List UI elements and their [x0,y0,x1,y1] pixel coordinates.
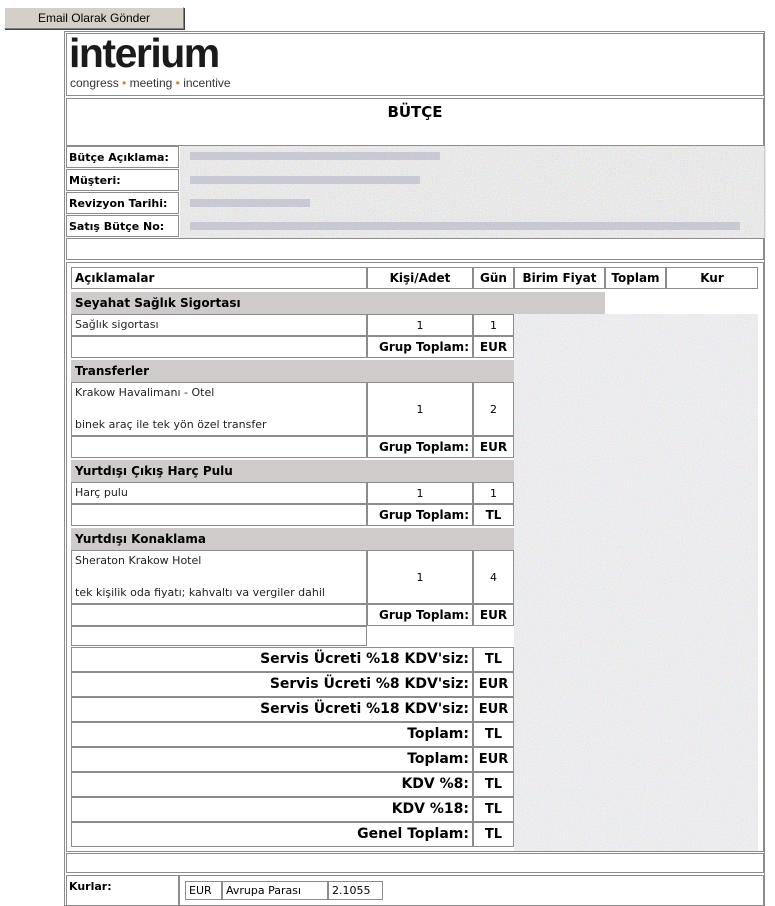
group-total-label: Grup Toplam: [378,508,469,522]
company-logo: interium [69,30,219,76]
group-total-label: Grup Toplam: [378,608,469,622]
summary-currency: TL [484,802,503,817]
summary-currency: EUR [478,677,509,692]
summary-label: Toplam: [407,726,469,742]
item-days: 1 [490,487,497,500]
item-description: Sheraton Krakow Hotel [75,554,202,567]
group-currency: EUR [479,440,508,454]
summary-label: Servis Ücreti %18 KDV'siz: [260,701,469,717]
item-qty: 1 [416,403,424,416]
logo-tag-1: congress [70,76,119,90]
summary-currency: EUR [478,702,509,717]
item-days: 4 [490,571,497,584]
item-description: Sağlık sigortası [75,318,159,331]
group-header: Transferler [71,360,514,382]
redacted-info-values [180,146,766,238]
summary-label: KDV %8: [401,776,469,792]
page-title: BÜTÇE [387,103,443,121]
group-header: Yurtdışı Çıkış Harç Pulu [71,460,514,482]
item-description: Krakow Havalimanı - Otel [75,386,215,399]
summary-label: Servis Ücreti %18 KDV'siz: [260,651,469,667]
col-gun: Gün [480,271,507,285]
col-birim-fiyat: Birim Fiyat [522,271,597,285]
summary-label: KDV %18: [391,801,469,817]
summary-currency: TL [484,652,503,667]
rates-label: Kurlar: [69,880,112,893]
summary-label: Servis Ücreti %8 KDV'siz: [269,676,469,692]
revision-date-label: Revizyon Tarihi: [69,197,168,210]
group-total-label: Grup Toplam: [378,440,469,454]
group-total-row [71,504,367,526]
group-currency: TL [485,508,502,522]
summary-currency: TL [484,827,503,842]
item-qty: 1 [416,319,424,332]
logo-tag-3: incentive [183,76,231,90]
budget-number-label: Satış Bütçe No: [69,220,165,233]
rate-name: Avrupa Parası [226,884,302,897]
summary-currency: TL [484,727,503,742]
item-description: Harç pulu [75,486,128,499]
item-days: 2 [490,403,497,416]
group-total-row [71,336,367,358]
logo-tagline: congress • meeting • incentive [70,76,231,90]
item-detail: binek araç ile tek yön özel transfer [75,418,267,431]
item-qty: 1 [416,571,424,584]
spacer-row [66,238,764,260]
col-aciklamalar: Açıklamalar [75,271,155,285]
group-total-row [71,436,367,458]
group-total-label: Grup Toplam: [378,340,469,354]
group-currency: EUR [479,608,508,622]
group-header: Seyahat Sağlık Sigortası [71,292,605,314]
group-total-row [71,604,367,626]
email-send-button[interactable]: Email Olarak Gönder [4,7,184,29]
summary-currency: EUR [478,752,509,767]
spacer-row [66,853,764,873]
item-qty: 1 [416,487,424,500]
budget-description-label: Bütçe Açıklama: [69,151,169,164]
empty-row [71,626,367,646]
rate-value: 2.1055 [332,884,371,897]
redacted-amounts [514,314,758,851]
item-days: 1 [490,319,497,332]
customer-label: Müşteri: [69,174,121,187]
col-kur: Kur [700,271,724,285]
summary-label: Toplam: [407,751,469,767]
logo-tag-2: meeting [129,76,173,90]
item-detail: tek kişilik oda fiyatı; kahvaltı va vergiler dahil [75,586,325,599]
col-kisi-adet: Kişi/Adet [389,271,451,285]
summary-label: Genel Toplam: [357,826,469,842]
group-currency: EUR [479,340,508,354]
group-header: Yurtdışı Konaklama [71,528,514,550]
summary-currency: TL [484,777,503,792]
rate-code: EUR [189,884,212,897]
col-toplam: Toplam [611,271,660,285]
